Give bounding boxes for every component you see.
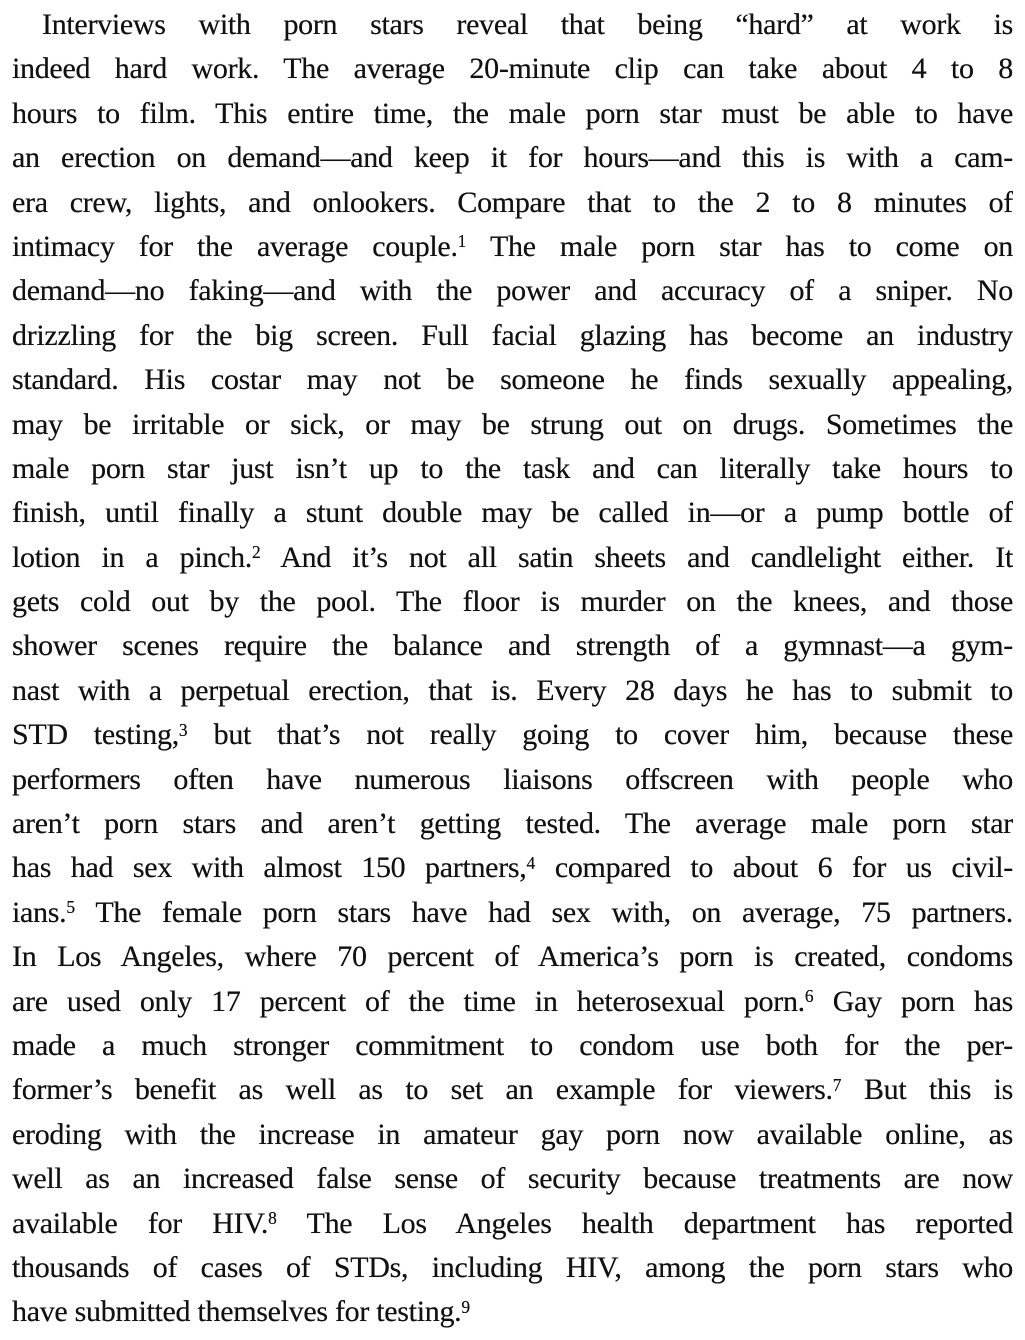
text-run: demand—no faking—and with the power and accuracy of a sniper. No [12,274,1013,308]
text-run: STD testing, [12,718,179,752]
text-line [12,1068,1013,1112]
text-line [12,935,1013,979]
text-run: intimacy for the average couple. [12,229,458,263]
text-run: Gay porn has [813,984,1013,1018]
text-line [12,1157,1013,1201]
text-line [12,358,1013,402]
text-run: have submitted themselves for testing. [12,1295,462,1329]
text-line [12,447,1013,491]
text-line [12,403,1013,447]
footnote-reference: 9 [461,1296,471,1317]
text-run: has had sex with almost 150 partners, [12,851,527,885]
text-run: But this is [841,1073,1013,1107]
text-line [12,47,1013,91]
text-line [12,1113,1013,1157]
text-run: male porn star just isn’t up to the task and can literally take hours to [12,451,1013,485]
text-line [12,269,1013,313]
text-line [12,1246,1013,1290]
text-run: standard. His costar may not be someone he finds sexually appealing, [12,363,1013,397]
text-run: an erection on demand—and keep it for hours—and this is with a cam- [12,141,1013,175]
text-run: The female porn stars have had sex with, on average, 75 partners. [75,895,1013,929]
text-run: shower scenes require the balance and strength of a gymnast—a gym- [12,629,1013,663]
text-run: nast with a perpetual erection, that is. Every 28 days he has to submit to [12,673,1013,707]
text-line [12,580,1013,624]
text-run: eroding with the increase in amateur gay porn now available online, as [12,1117,1013,1151]
footnote-reference: 5 [66,897,76,918]
text-line [12,624,1013,668]
text-line [12,1202,1013,1246]
footnote-reference: 4 [526,852,536,873]
text-run: aren’t porn stars and aren’t getting tested. The average male porn star [12,807,1013,841]
text-line [12,225,1013,269]
text-run: finish, until finally a stunt double may be called in—or a pump bottle of [12,496,1013,530]
text-line [12,491,1013,535]
text-run: performers often have numerous liaisons offscreen with people who [12,762,1013,796]
text-line [12,181,1013,225]
text-line [12,92,1013,136]
text-line [12,980,1013,1024]
text-run: indeed hard work. The average 20-minute clip can take about 4 to 8 [12,52,1013,86]
text-run: era crew, lights, and onlookers. Compare that to the 2 to 8 minutes of [12,185,1013,219]
footnote-reference: 7 [832,1074,842,1095]
text-run: In Los Angeles, where 70 percent of America’s porn is created, condoms [12,940,1013,974]
text-run: well as an increased false sense of security because treatments are now [12,1162,1013,1196]
footnote-reference: 1 [457,231,467,252]
text-run: drizzling for the big screen. Full facial glazing has become an industry [12,318,1013,352]
text-line [12,846,1013,890]
text-line [12,314,1013,358]
text-line [12,713,1013,757]
text-run: made a much stronger commitment to condom use both for the per- [12,1028,1013,1062]
text-run: compared to about 6 for us civil- [535,851,1013,885]
text-run: thousands of cases of STDs, including HIV, among the porn stars who [12,1250,1013,1284]
text-run: but that’s not really going to cover him, because these [187,718,1013,752]
text-line [12,758,1013,802]
text-run: may be irritable or sick, or may be strung out on drugs. Sometimes the [12,407,1013,441]
text-run: And it’s not all satin sheets and candlelight either. It [260,540,1013,574]
footnote-reference: 6 [804,985,814,1006]
text-line [12,802,1013,846]
footnote-reference: 3 [178,719,188,740]
text-line [12,3,1013,47]
text-line [12,536,1013,580]
text-run: are used only 17 percent of the time in heterosexual porn. [12,984,805,1018]
text-run: former’s benefit as well as to set an example for viewers. [12,1073,833,1107]
footnote-reference: 2 [252,542,261,562]
text-line [12,669,1013,713]
text-run: gets cold out by the pool. The floor is murder on the knees, and those [12,585,1013,619]
text-run: available for HIV. [12,1206,269,1240]
text-line [12,1290,1013,1334]
text-line [12,891,1013,935]
text-run: lotion in a pinch. [12,540,253,574]
text-run: ians. [12,895,67,929]
text-run: hours to film. This entire time, the male porn star must be able to have [12,96,1013,130]
text-line [12,136,1013,180]
page-text [12,3,1013,1335]
footnote-reference: 8 [268,1207,277,1228]
text-run: The Los Angeles health department has reported [276,1206,1013,1240]
text-run: Interviews with porn stars reveal that being “hard” at work is [42,8,1013,41]
text-run: The male porn star has to come on [466,229,1013,263]
text-line [12,1024,1013,1068]
